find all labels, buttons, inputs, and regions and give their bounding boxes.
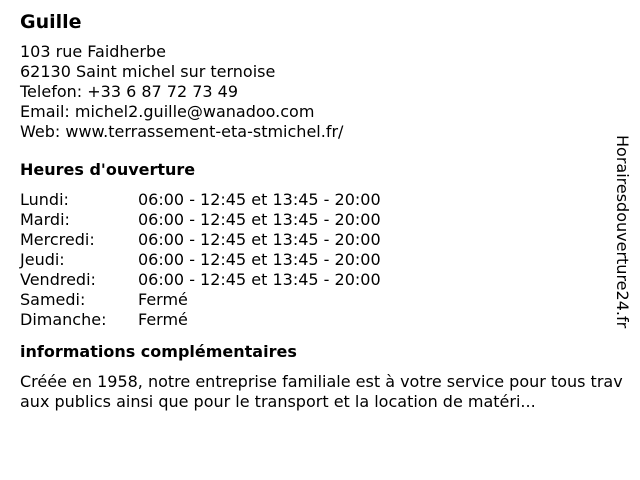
- day-label: Mercredi:: [20, 230, 95, 249]
- day-times: Fermé: [138, 290, 188, 309]
- day-times: 06:00 - 12:45 et 13:45 - 20:00: [138, 210, 381, 229]
- hours-row-thursday: [20, 250, 610, 270]
- address-line-city: 62130 Saint michel sur ternoise: [20, 62, 276, 81]
- address-line-street: 103 rue Faidherbe: [20, 42, 166, 61]
- hours-row-monday: [20, 190, 610, 210]
- day-label: Jeudi:: [20, 250, 65, 269]
- day-times: 06:00 - 12:45 et 13:45 - 20:00: [138, 270, 381, 289]
- info-title: informations complémentaires: [20, 342, 297, 361]
- web-text: Web: www.terrassement-eta-stmichel.fr/: [20, 122, 344, 141]
- day-times: 06:00 - 12:45 et 13:45 - 20:00: [138, 230, 381, 249]
- info-description: Créée en 1958, notre entreprise familiale est à votre service pour tous travaux publics ainsi que pour le transport et la location de matéri...: [20, 372, 623, 411]
- hours-table: [20, 190, 610, 330]
- hours-row-saturday: [20, 290, 610, 310]
- day-times: 06:00 - 12:45 et 13:45 - 20:00: [138, 250, 381, 269]
- day-label: Mardi:: [20, 210, 70, 229]
- day-times: 06:00 - 12:45 et 13:45 - 20:00: [138, 190, 381, 209]
- brand-watermark: Horairesdouverture24.fr: [613, 135, 632, 329]
- hours-row-tuesday: [20, 210, 610, 230]
- day-times: Fermé: [138, 310, 188, 329]
- day-label: Samedi:: [20, 290, 86, 309]
- day-label: Lundi:: [20, 190, 69, 209]
- day-label: Dimanche:: [20, 310, 107, 329]
- hours-row-sunday: [20, 310, 610, 330]
- day-label: Vendredi:: [20, 270, 96, 289]
- business-name: Guille: [20, 11, 82, 33]
- hours-row-wednesday: [20, 230, 610, 250]
- hours-title: Heures d'ouverture: [20, 160, 196, 179]
- contact-block: [20, 42, 610, 142]
- email-text: Email: michel2.guille@wanadoo.com: [20, 102, 315, 121]
- hours-row-friday: [20, 270, 610, 290]
- phone-text: Telefon: +33 6 87 72 73 49: [20, 82, 239, 101]
